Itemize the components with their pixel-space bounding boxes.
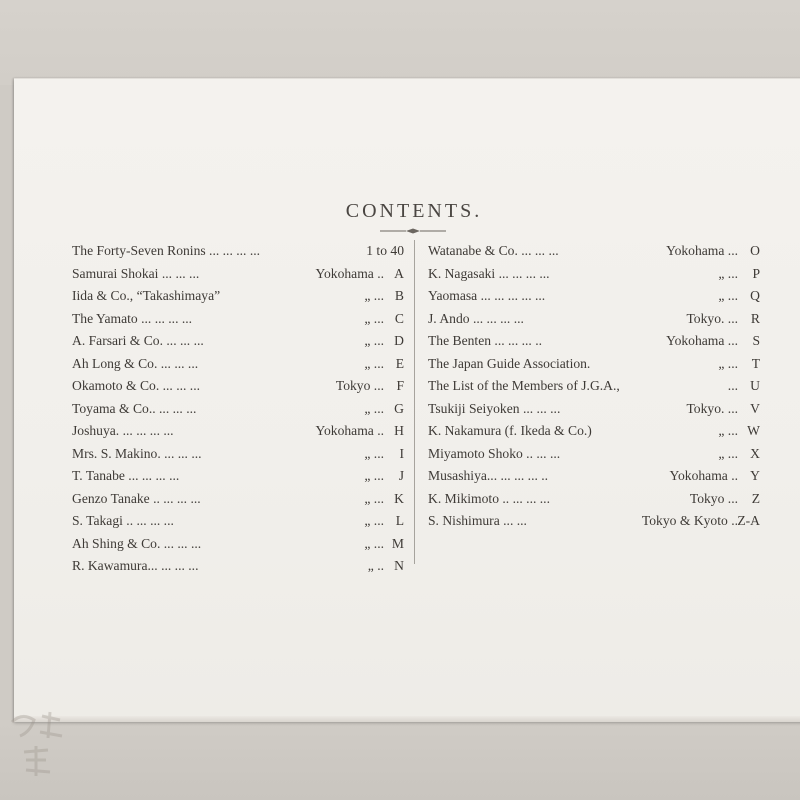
entry-name: Yaomasa ... ... ... ... ... (428, 288, 546, 303)
contents-entry (428, 375, 760, 398)
entry-place: „ ... (718, 355, 738, 371)
contents-entry (428, 263, 760, 286)
entry-place: „ ... (718, 423, 738, 438)
entry-letter: J (398, 468, 404, 483)
entry-letter: Q (750, 288, 760, 303)
contents-entry (72, 533, 404, 556)
entry-name: Genzo Tanake .. ... ... ... (72, 490, 201, 506)
contents-entry (428, 330, 760, 353)
entry-place: „ ... (364, 310, 384, 326)
entry-place: Tokyo & Kyoto .. (641, 513, 738, 528)
entry-letter: Y (750, 468, 760, 483)
entry-place: „ ... (718, 265, 738, 281)
watermark-seal (2, 702, 72, 782)
contents-entry (428, 443, 760, 466)
entry-letter: V (750, 400, 760, 416)
entry-name: A. Farsari & Co. ... ... ... (72, 333, 204, 348)
contents-heading: CONTENTS. (345, 200, 483, 222)
entry-place: Yokohama .. (315, 423, 384, 438)
entry-letter: N (394, 558, 404, 573)
contents-entry (72, 263, 404, 286)
entry-name: Samurai Shokai ... ... ... (72, 265, 200, 281)
contents-entry (428, 510, 760, 533)
entry-letter: S (752, 333, 760, 348)
entry-letter: M (391, 535, 404, 551)
entry-name: Miyamoto Shoko .. ... ... (428, 445, 561, 461)
entry-letter: O (750, 243, 760, 258)
contents-entry (72, 555, 404, 578)
contents-entry (72, 488, 404, 511)
entry-place: „ .. (367, 558, 384, 573)
entry-letter: 1 to 40 (366, 243, 404, 258)
entry-name: K. Nagasaki ... ... ... ... (428, 265, 550, 281)
entry-letter: Z (751, 490, 760, 506)
entry-place: Tokyo ... (335, 378, 384, 393)
entry-letter: X (750, 445, 760, 461)
entry-letter: T (751, 355, 760, 371)
entry-name: J. Ando ... ... ... ... (428, 310, 524, 326)
entry-name: K. Nakamura (f. Ikeda & Co.) (428, 423, 592, 438)
entry-letter: K (394, 490, 404, 506)
entry-name: T. Tanabe ... ... ... ... (72, 468, 180, 483)
entry-letter: G (394, 400, 404, 416)
entry-place: „ ... (364, 333, 384, 348)
background-bottom (0, 720, 800, 800)
entry-letter: B (394, 288, 404, 303)
column-divider (414, 240, 415, 564)
contents-entry (72, 308, 404, 331)
entry-place: „ ... (364, 535, 384, 551)
entry-name: The Japan Guide Association. (428, 355, 591, 371)
entry-place: „ ... (364, 400, 384, 416)
entry-name: Ah Long & Co. ... ... ... (72, 355, 199, 371)
entry-letter: Z-A (737, 513, 760, 528)
entry-name: Mrs. S. Makino. ... ... ... (72, 445, 202, 461)
entry-letter: P (752, 265, 760, 281)
entry-letter: A (394, 265, 404, 281)
entry-place: Yokohama .. (669, 468, 738, 483)
entry-name: Tsukiji Seiyoken ... ... ... (428, 400, 561, 416)
entry-name: S. Takagi .. ... ... ... (72, 513, 174, 528)
contents-entry (72, 465, 404, 488)
entry-letter: U (750, 378, 760, 393)
entry-place: Tokyo ... (689, 490, 738, 506)
entry-place: Yokohama ... (666, 243, 738, 258)
entry-name: Ah Shing & Co. ... ... ... (72, 535, 202, 551)
background-top (0, 0, 800, 85)
entry-name: The Forty-Seven Ronins ... ... ... ... (72, 243, 261, 258)
entry-place: Tokyo. ... (686, 400, 738, 416)
entry-place: Tokyo. ... (686, 310, 738, 326)
contents-entry (72, 420, 404, 443)
entry-name: The List of the Members of J.G.A., (428, 378, 620, 393)
entry-letter: I (399, 445, 404, 461)
entry-name: Watanabe & Co. ... ... ... (428, 243, 559, 258)
entry-place: „ ... (364, 445, 384, 461)
page-edge (14, 716, 800, 722)
entry-place: „ ... (364, 490, 384, 506)
entry-name: R. Kawamura... ... ... ... (72, 558, 199, 573)
contents-entry (428, 240, 760, 263)
entry-name: Iida & Co., “Takashimaya” (72, 288, 221, 303)
contents-entry (72, 330, 404, 353)
entry-place: „ ... (718, 288, 738, 303)
heading-ornament (380, 227, 446, 235)
entry-place: „ ... (364, 288, 384, 303)
contents-entry (72, 510, 404, 533)
entry-place: „ ... (718, 445, 738, 461)
entry-letter: F (396, 378, 404, 393)
contents-entry (72, 285, 404, 308)
contents-entry (72, 398, 404, 421)
contents-entry (72, 353, 404, 376)
entry-letter: L (395, 513, 404, 528)
contents-entry (72, 375, 404, 398)
entry-letter: C (394, 310, 404, 326)
entry-name: The Benten ... ... ... .. (428, 333, 543, 348)
contents-entry (72, 240, 404, 263)
contents-entry (428, 420, 760, 443)
entry-place: ... (727, 378, 738, 393)
entry-letter: H (394, 423, 404, 438)
entry-place: „ ... (364, 468, 384, 483)
left-column (72, 240, 404, 578)
entry-letter: D (394, 333, 404, 348)
contents-entry (428, 488, 760, 511)
contents-entry (428, 465, 760, 488)
entry-letter: E (395, 355, 404, 371)
entry-place: Yokohama .. (315, 265, 384, 281)
entry-name: Musashiya... ... ... ... .. (428, 468, 549, 483)
entry-name: The Yamato ... ... ... ... (72, 310, 193, 326)
contents-entry (72, 443, 404, 466)
entry-name: Toyama & Co.. ... ... ... (72, 400, 197, 416)
entry-name: Joshuya. ... ... ... ... (72, 423, 174, 438)
contents-entry (428, 285, 760, 308)
entry-name: S. Nishimura ... ... (428, 513, 527, 528)
entry-place: „ ... (364, 513, 384, 528)
contents-entry (428, 308, 760, 331)
contents-entry (428, 398, 760, 421)
entry-name: K. Mikimoto .. ... ... ... (428, 490, 550, 506)
entry-letter: R (750, 310, 760, 326)
entry-name: Okamoto & Co. ... ... ... (72, 378, 201, 393)
entry-letter: W (747, 423, 760, 438)
right-column (428, 240, 760, 533)
entry-place: „ ... (364, 355, 384, 371)
entry-place: Yokohama ... (666, 333, 738, 348)
contents-entry (428, 353, 760, 376)
